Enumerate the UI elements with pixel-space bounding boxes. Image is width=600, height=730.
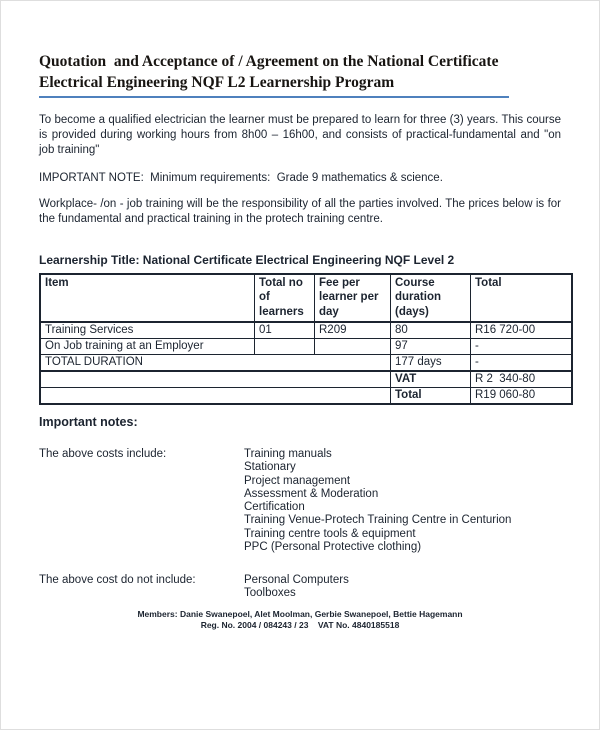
col-header-item: Item (40, 274, 255, 323)
include-item: Training centre tools & equipment (244, 527, 416, 540)
col-header-total: Total (471, 274, 573, 323)
document-footer (39, 609, 561, 630)
table-row-training-services (40, 322, 572, 339)
costs-include-list (244, 448, 511, 554)
document-title: Quotation and Acceptance of / Agreement on the National Certificate Electrical Engineering NQF L2 Learnership Program (39, 51, 509, 98)
table-header-row (40, 274, 572, 323)
cell-learners (255, 339, 315, 355)
cell-vat-amount: R 2 340-80 (471, 371, 573, 388)
costs-exclude-label: The above cost do not include: (39, 573, 196, 586)
cell-vat-label: VAT (391, 371, 471, 388)
col-header-duration: Course duration (days) (391, 274, 471, 323)
fee-table (39, 273, 573, 406)
table-row-total-duration (40, 355, 572, 372)
table-row-on-job-training (40, 339, 572, 355)
include-item: PPC (Personal Protective clothing) (244, 540, 422, 553)
costs-include-label: The above costs include: (39, 448, 167, 461)
cell-total: - (471, 339, 573, 355)
cell-duration: 97 (391, 339, 471, 355)
col-header-fee: Fee per learner per day (315, 274, 391, 323)
cell-total-amount: R19 060-80 (471, 388, 573, 405)
footer-registration-line: Reg. No. 2004 / 084243 / 23 VAT No. 4840185518 (200, 619, 400, 630)
include-item: Stationary (244, 461, 296, 474)
workplace-paragraph: Workplace- /on - job training will be the responsibility of all the parties involved. The prices below is for the fundamental and practical training in the protech training centre. (39, 198, 561, 225)
intro-paragraph: To become a qualified electrician the learner must be prepared to learn for three (3) years. This course is provided during working hours from 8h00 – 16h00, and consists of practical-fundamental and "on job training" (39, 114, 561, 156)
cell-total-label: Total (391, 388, 471, 405)
include-item: Project management (244, 474, 351, 487)
exclude-item: Personal Computers (244, 573, 349, 586)
cell-duration: 80 (391, 322, 471, 339)
costs-include-section (39, 448, 561, 554)
cell-total: R16 720-00 (471, 322, 573, 339)
include-item: Training manuals (244, 448, 332, 461)
table-row-vat (40, 371, 572, 388)
exclude-item: Toolboxes (244, 587, 296, 600)
important-notes-heading: Important notes: (39, 415, 138, 430)
table-row-grand-total (40, 388, 572, 405)
cell-fee: R209 (315, 322, 391, 339)
costs-exclude-section (39, 574, 561, 600)
learnership-title: Learnership Title: National Certificate Electrical Engineering NQF Level 2 (39, 252, 455, 267)
cell-item: Training Services (40, 322, 255, 339)
include-item: Training Venue-Protech Training Centre in Centurion (244, 514, 512, 527)
cell-learners: 01 (255, 322, 315, 339)
cell-fee (315, 339, 391, 355)
cell-total: - (471, 355, 573, 372)
include-item: Certification (244, 501, 305, 514)
costs-exclude-list (244, 574, 349, 600)
cell-item: TOTAL DURATION (40, 355, 391, 372)
cell-blank (40, 371, 391, 388)
cell-item: On Job training at an Employer (40, 339, 255, 355)
cell-blank (40, 388, 391, 405)
include-item: Assessment & Moderation (244, 487, 379, 500)
cell-duration: 177 days (391, 355, 471, 372)
footer-members-line: Members: Danie Swanepoel, Alet Moolman, Gerbie Swanepoel, Bettie Hagemann (137, 609, 463, 620)
important-note-line: IMPORTANT NOTE: Minimum requirements: Grade 9 mathematics & science. (39, 172, 443, 185)
col-header-learners: Total no of learners (255, 274, 315, 323)
